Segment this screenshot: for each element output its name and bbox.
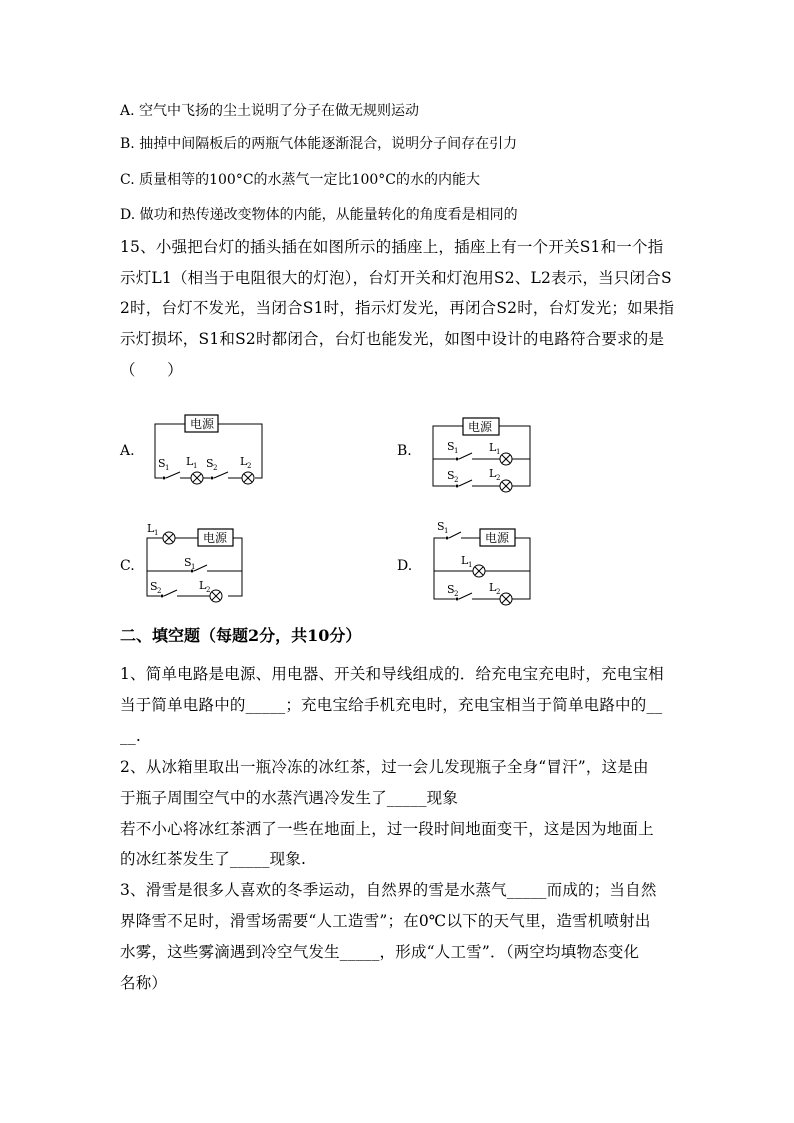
fill-q3-line-2: 界降雪不足时，滑雪场需要“人工造雪”；在0℃以下的天气里，造雪机喷射出 <box>120 912 651 930</box>
fill-q1-line-3: __. <box>120 727 142 745</box>
label-sub: 2 <box>247 462 252 470</box>
label-s2: S <box>150 580 158 593</box>
label-sub: 2 <box>496 474 501 482</box>
label-sub: 2 <box>454 476 459 484</box>
label-l1: L <box>147 522 155 535</box>
label-sub: 2 <box>454 590 459 598</box>
label-sub: 1 <box>496 448 501 456</box>
option-label-c: C. <box>120 558 135 574</box>
label-l1: L <box>186 455 194 468</box>
label-l2: L <box>489 467 497 480</box>
power-label-b: 电源 <box>468 420 493 434</box>
fill-q1-line-2: 当于简单电路中的_____；充电宝给手机充电时，充电宝相当于简单电路中的__ <box>120 696 663 714</box>
power-label-a: 电源 <box>190 417 215 431</box>
fill-q2-line-1: 2、从冰箱里取出一瓶冷冻的冰红茶，过一会儿发现瓶子全身“冒汗”，这是由 <box>120 758 649 776</box>
label-sub: 1 <box>165 464 170 472</box>
fill-q1-line-1: 1、简单电路是电源、用电器、开关和导线组成的．给充电宝充电时，充电宝相 <box>120 665 664 683</box>
label-l2: L <box>489 581 497 594</box>
option-d: D. 做功和热传递改变物体的内能，从能量转化的角度看是相同的 <box>120 207 518 223</box>
fill-q3-line-3: 水雾，这些雾滴遇到冷空气发生_____，形成“人工雪”．（两空均填物态变化 <box>120 943 640 961</box>
q15-line-5: （ ） <box>120 361 183 379</box>
label-l2: L <box>199 579 207 592</box>
label-sub: 1 <box>444 527 449 535</box>
label-sub: 2 <box>213 464 218 472</box>
q15-line-3: 2时，台灯不发光，当闭合S1时，指示灯发光，再闭合S2时，台灯发光；如果指 <box>120 299 675 317</box>
power-label-c: 电源 <box>203 531 228 545</box>
fill-q3-line-1: 3、滑雪是很多人喜欢的冬季运动，自然界的雪是水蒸气_____而成的；当自然 <box>120 881 657 899</box>
label-sub: 1 <box>454 447 459 455</box>
label-sub: 1 <box>154 529 159 537</box>
fill-q3-line-4: 名称） <box>120 974 168 992</box>
q15-line-2: 示灯L1（相当于电阻很大的灯泡），台灯开关和灯泡用S2、L2表示，当只闭合S <box>120 269 672 287</box>
label-s1: S <box>158 457 166 470</box>
option-b: B. 抽掉中间隔板后的两瓶气体能逐渐混合，说明分子间存在引力 <box>120 136 518 152</box>
option-label-d: D. <box>397 558 413 574</box>
fill-q2-line-2: 于瓶子周围空气中的水蒸汽遇冷发生了_____现象 <box>120 789 459 807</box>
option-label-b: B. <box>397 443 412 459</box>
label-sub: 1 <box>193 462 198 470</box>
q15-line-1: 15、小强把台灯的插头插在如图所示的插座上，插座上有一个开关S1和一个指 <box>120 238 664 256</box>
label-sub: 1 <box>191 563 196 571</box>
label-s2: S <box>447 583 455 596</box>
power-label-d: 电源 <box>485 531 510 545</box>
fill-q2-line-4: 的冰红茶发生了_____现象. <box>120 850 307 868</box>
option-c: C. 质量相等的100°C的水蒸气一定比100°C的水的内能大 <box>120 172 480 188</box>
label-sub: 2 <box>496 588 501 596</box>
fill-q2-line-3: 若不小心将冰红茶洒了一些在地面上，过一段时间地面变干，这是因为地面上 <box>120 820 654 838</box>
label-l1: L <box>461 554 469 567</box>
label-sub: 2 <box>206 586 211 594</box>
section-2-title: 二、填空题（每题2分，共10分） <box>120 626 362 645</box>
label-l1: L <box>489 441 497 454</box>
label-sub: 2 <box>157 587 162 595</box>
label-s1: S <box>447 440 455 453</box>
label-sub: 1 <box>468 561 473 569</box>
label-s1: S <box>437 520 445 533</box>
option-label-a: A. <box>120 443 135 459</box>
label-s1: S <box>184 556 192 569</box>
label-s2: S <box>447 469 455 482</box>
label-s2: S <box>206 457 214 470</box>
label-l2: L <box>240 455 248 468</box>
q15-line-4: 示灯损坏，S1和S2时都闭合，台灯也能发光，如图中设计的电路符合要求的是 <box>120 330 665 348</box>
option-a: A. 空气中飞扬的尘土说明了分子在做无规则运动 <box>120 103 420 119</box>
